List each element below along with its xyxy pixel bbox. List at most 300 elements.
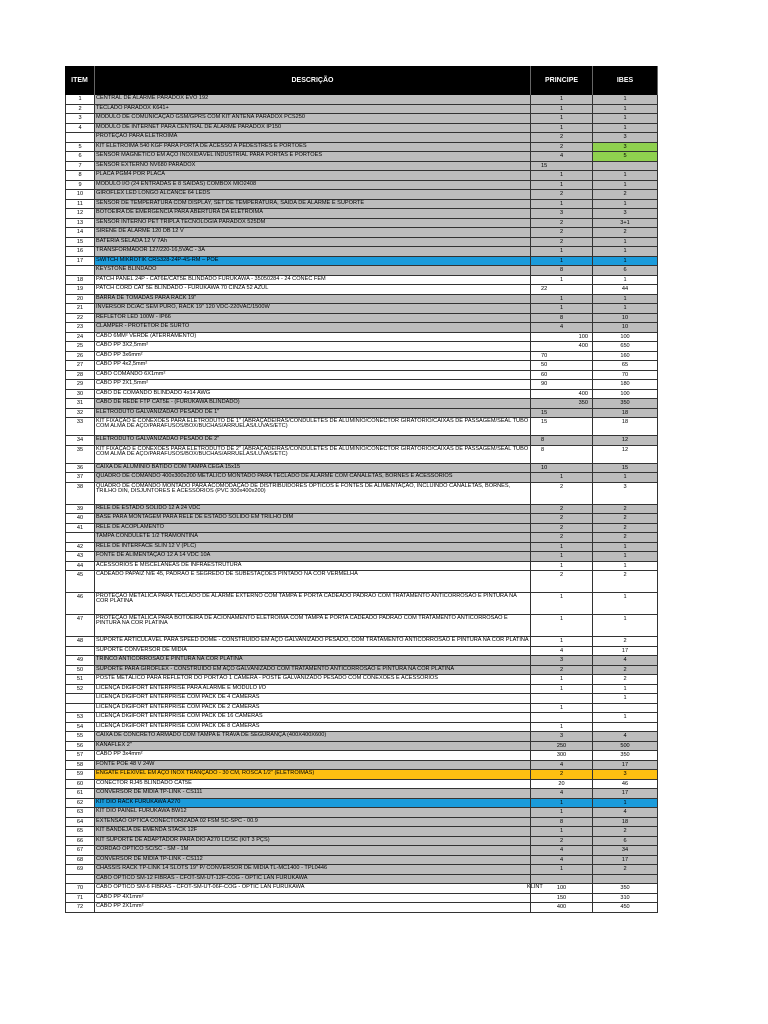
cell-item[interactable]: 48 [65, 637, 95, 646]
cell-item[interactable]: 69 [65, 865, 95, 874]
cell-principe[interactable] [531, 818, 593, 827]
cell-ibes[interactable]: 1 [593, 615, 658, 636]
cell-descricao[interactable]: LICENÇA DIGIFORT ENTERPRISE PARA ALARME E MÓDULO I/O [95, 685, 531, 694]
cell-descricao[interactable]: CABO PP 3x6mm² [95, 352, 531, 361]
cell-ibes[interactable]: 3+1 [593, 219, 658, 228]
cell-principe[interactable] [531, 238, 593, 247]
cell-descricao[interactable]: SUPORTE ARTICULÁVEL PARA SPEED DOME - CONSTRUÍDO EM AÇO GALVANIZADO PESADO, COM TRATAMENTO ANTICORROSÃO E PINTURA NA COR PLATINA [95, 637, 531, 646]
cell-principe[interactable] [531, 143, 593, 152]
cell-principe[interactable] [531, 827, 593, 836]
cell-ibes[interactable]: 15 [593, 464, 658, 473]
cell-ibes[interactable]: 10 [593, 323, 658, 332]
cell-principe[interactable] [531, 209, 593, 218]
cell-item[interactable]: 50 [65, 666, 95, 675]
cell-descricao[interactable]: LICENÇA DIGIFORT ENTERPRISE COM PACK DE 8 CÂMERAS [95, 723, 531, 732]
cell-item[interactable]: 45 [65, 571, 95, 592]
cell-ibes[interactable]: 160 [593, 352, 658, 361]
cell-item[interactable]: 43 [65, 552, 95, 561]
cell-descricao[interactable]: LICENÇA DIGIFORT ENTERPRISE COM PACK DE 4 CÂMERAS [95, 694, 531, 703]
cell-principe[interactable] [531, 228, 593, 237]
cell-principe[interactable] [531, 505, 593, 514]
cell-ibes[interactable]: 1 [593, 593, 658, 614]
cell-ibes[interactable]: 2 [593, 228, 658, 237]
cell-item[interactable] [65, 704, 95, 713]
cell-principe[interactable] [531, 247, 593, 256]
cell-principe[interactable] [531, 323, 593, 332]
cell-item[interactable]: 22 [65, 314, 95, 323]
cell-descricao[interactable]: CABO COMANDO 6X1mm² [95, 371, 531, 380]
cell-item[interactable]: 32 [65, 409, 95, 418]
cell-principe[interactable] [531, 181, 593, 190]
cell-descricao[interactable]: REFLETOR LED 100W - IP66 [95, 314, 531, 323]
cell-ibes[interactable]: 2 [593, 637, 658, 646]
cell-ibes[interactable]: 18 [593, 418, 658, 435]
cell-item[interactable]: 47 [65, 615, 95, 636]
cell-descricao[interactable]: KIT DIO RACK FURUKAWA A270 [95, 799, 531, 808]
cell-principe[interactable] [531, 751, 593, 760]
cell-descricao[interactable]: CONVERSOR DE MIDIA TP-LINK - CS112 [95, 856, 531, 865]
cell-descricao[interactable]: TAMPA CONDULETE 1/2 TRAMONTINA [95, 533, 531, 542]
cell-descricao[interactable]: FONTE POE 48 V 24W [95, 761, 531, 770]
cell-descricao[interactable]: CONECTOR RJ45 BLINDADO CAT5E [95, 780, 531, 789]
cell-ibes[interactable]: 650 [593, 342, 658, 351]
cell-principe[interactable] [531, 571, 593, 592]
cell-item[interactable] [65, 875, 95, 884]
cell-descricao[interactable]: SUPORTE CONVERSOR DE MIDIA [95, 647, 531, 656]
cell-descricao[interactable]: CABO DE COMANDO BLINDADO 4x14 AWG [95, 390, 531, 399]
cell-principe[interactable] [531, 124, 593, 133]
cell-descricao[interactable]: KIT BANDEJA DE EMENDA STACK 12F [95, 827, 531, 836]
cell-ibes[interactable] [593, 723, 658, 732]
cell-descricao[interactable]: SENSOR MAGNÉTICO EM AÇO INOXIDÁVEL INDUSTRIAL PARA PORTAS E PORTÕES [95, 152, 531, 161]
cell-ibes[interactable]: 1 [593, 257, 658, 266]
cell-item[interactable]: 49 [65, 656, 95, 665]
cell-descricao[interactable]: KIT ELETROIMÃ 540 KGF PARA PORTA DE ACESSO A PEDESTRES E PORTÕES [95, 143, 531, 152]
cell-descricao[interactable]: CAIXA DE CONCRETO ARMADO COM TAMPA E TRAVA DE SEGURANÇA (400X400X600) [95, 732, 531, 741]
cell-ibes[interactable]: 12 [593, 436, 658, 445]
cell-ibes[interactable]: 1 [593, 181, 658, 190]
cell-principe[interactable] [531, 473, 593, 482]
cell-principe[interactable] [531, 190, 593, 199]
cell-principe[interactable] [531, 533, 593, 542]
cell-descricao[interactable]: PLACA PGM4 POR PLACA [95, 171, 531, 180]
cell-ibes[interactable]: 2 [593, 675, 658, 684]
cell-principe[interactable] [531, 615, 593, 636]
cell-ibes[interactable]: 4 [593, 808, 658, 817]
header-principe[interactable]: PRINCIPE [531, 66, 593, 95]
cell-item[interactable]: 2 [65, 105, 95, 114]
cell-principe[interactable] [531, 875, 593, 884]
cell-principe[interactable] [531, 856, 593, 865]
cell-ibes[interactable]: 3 [593, 770, 658, 779]
cell-ibes[interactable]: 4 [593, 656, 658, 665]
cell-item[interactable]: 65 [65, 827, 95, 836]
cell-descricao[interactable]: PROTEÇÃO METÁLICA PARA TECLADO DE ALARME EXTERNO COM TAMPA E PORTA CADEADO PADRÃO COM TRATAMENTO ANTICORROSÃO E PINTURA NA COR PLATINA [95, 593, 531, 614]
cell-ibes[interactable]: 3 [593, 133, 658, 142]
cell-principe[interactable] [531, 514, 593, 523]
cell-principe[interactable] [531, 656, 593, 665]
cell-item[interactable]: 39 [65, 505, 95, 514]
cell-descricao[interactable]: INVERSOR DC/AC SEM PURO, RACK 19" 120 VDC-220VAC/1500W [95, 304, 531, 313]
cell-principe[interactable] [531, 333, 593, 342]
cell-item[interactable] [65, 694, 95, 703]
cell-principe[interactable] [531, 371, 593, 380]
cell-item[interactable]: 63 [65, 808, 95, 817]
cell-ibes[interactable]: 1 [593, 473, 658, 482]
cell-descricao[interactable]: CABO PP 4x2,5mm² [95, 361, 531, 370]
cell-ibes[interactable] [593, 162, 658, 171]
cell-ibes[interactable]: 6 [593, 837, 658, 846]
cell-item[interactable]: 30 [65, 390, 95, 399]
cell-principe[interactable] [531, 675, 593, 684]
cell-item[interactable]: 19 [65, 285, 95, 294]
cell-ibes[interactable]: 65 [593, 361, 658, 370]
cell-ibes[interactable]: 18 [593, 818, 658, 827]
cell-item[interactable]: 60 [65, 780, 95, 789]
cell-ibes[interactable] [593, 704, 658, 713]
cell-principe[interactable] [531, 780, 593, 789]
cell-ibes[interactable]: 1 [593, 304, 658, 313]
cell-principe[interactable] [531, 552, 593, 561]
cell-ibes[interactable]: 100 [593, 390, 658, 399]
cell-descricao[interactable]: POSTE METÁLICO PARA REFLETOR DO PORTÃO 1 CÂMERA - POSTE GALVANIZADO PESADO COM CONEXÕES E ACESSÓRIOS [95, 675, 531, 684]
cell-descricao[interactable]: CABO PP 3X2,5mm² [95, 342, 531, 351]
cell-item[interactable]: 33 [65, 418, 95, 435]
cell-ibes[interactable]: 1 [593, 295, 658, 304]
cell-descricao[interactable]: CABO PP 4X1mm² [95, 894, 531, 903]
cell-item[interactable]: 64 [65, 818, 95, 827]
header-descricao[interactable]: DESCRIÇÃO [95, 66, 531, 95]
cell-descricao[interactable]: CORDÃO ÓPTICO SC/SC - SM - 1M [95, 846, 531, 855]
cell-ibes[interactable]: 44 [593, 285, 658, 294]
cell-descricao[interactable]: ENGATE FLEXIVEL EM AÇO INOX TRANÇADO - 30 CM, ROSCA 1/2" (ELETROIMÃS) [95, 770, 531, 779]
cell-item[interactable]: 66 [65, 837, 95, 846]
cell-principe[interactable] [531, 276, 593, 285]
cell-principe[interactable] [531, 257, 593, 266]
cell-descricao[interactable]: QUADRO DE COMANDO MONTADO PARA ACOMODAÇÃO DE DISTRIBUIDORES ÓPTICOS E FONTES DE ALIMENTAÇÃO, INCLUINDO CANALETAS, BORNES, TRILHO DIN, DISJUNTORES E ACESSÓRIOS (PVC 300x400x200) [95, 483, 531, 504]
cell-descricao[interactable]: RELÉ DE ESTADO SÓLIDO 12 A 24 VDC [95, 505, 531, 514]
cell-descricao[interactable]: KIT FIXAÇÃO E CONEXÕES PARA ELETRODUTO DE 1" (ABRAÇADEIRAS/CONDULETES DE ALUMINIO/CONECTOR GIRATÓRIO/CAIXAS DE PASSAGEM/SEAL TUBO COM ALMA DE AÇO/PARAFUSOS/BOX/BUCHAS/ARRUELAS/LUVAS/ETC) [95, 418, 531, 435]
cell-descricao[interactable]: PATCH PANEL 24P - CAT6E/CAT5E BLINDADO FURUKAWA - 35050284 - 24 CONEC FEM [95, 276, 531, 285]
cell-item[interactable]: 25 [65, 342, 95, 351]
cell-descricao[interactable]: GIROFLEX LED LONGO ALCANCE 64 LEDS [95, 190, 531, 199]
cell-principe[interactable] [531, 314, 593, 323]
cell-ibes[interactable]: 2 [593, 505, 658, 514]
cell-item[interactable]: 58 [65, 761, 95, 770]
cell-item[interactable]: 37 [65, 473, 95, 482]
cell-item[interactable]: 21 [65, 304, 95, 313]
cell-item[interactable]: 24 [65, 333, 95, 342]
header-ibes[interactable]: IBES [593, 66, 658, 95]
cell-item[interactable]: 5 [65, 143, 95, 152]
cell-ibes[interactable]: 1 [593, 114, 658, 123]
cell-item[interactable]: 56 [65, 742, 95, 751]
cell-ibes[interactable]: 2 [593, 524, 658, 533]
cell-item[interactable]: 40 [65, 514, 95, 523]
cell-descricao[interactable]: LICENÇA DIGIFORT ENTERPRISE COM PACK DE 16 CÂMERAS [95, 713, 531, 722]
cell-ibes[interactable]: 2 [593, 666, 658, 675]
cell-principe[interactable] [531, 418, 593, 435]
cell-principe[interactable] [531, 162, 593, 171]
cell-item[interactable]: 55 [65, 732, 95, 741]
cell-ibes[interactable]: 5 [593, 152, 658, 161]
cell-descricao[interactable]: CADEADO PAPAIZ N/E 45, PADRÃO E SEGREDO DE SUBESTAÇÕES PINTADO NA COR VERMELHA [95, 571, 531, 592]
cell-ibes[interactable]: 350 [593, 399, 658, 408]
cell-descricao[interactable]: TECLADO PARADOX K641+ [95, 105, 531, 114]
cell-descricao[interactable]: RELÉ DE ACOPLAMENTO [95, 524, 531, 533]
cell-principe[interactable] [531, 742, 593, 751]
cell-ibes[interactable]: 1 [593, 171, 658, 180]
cell-principe[interactable] [531, 761, 593, 770]
cell-principe[interactable] [531, 200, 593, 209]
cell-ibes[interactable]: 1 [593, 95, 658, 104]
cell-item[interactable]: 38 [65, 483, 95, 504]
cell-principe[interactable] [531, 285, 593, 294]
cell-ibes[interactable]: 10 [593, 314, 658, 323]
cell-descricao[interactable]: CABO ÓPTICO SM-6 FIBRAS - CFOT-SM-UT-06F-COG - OPTIC LAN FURUKAWA [95, 884, 531, 893]
cell-principe[interactable] [531, 865, 593, 874]
cell-descricao[interactable]: SENSOR INTERNO PET TRIPLA TECNOLOGIA PARADOX 525DM [95, 219, 531, 228]
cell-principe[interactable] [531, 837, 593, 846]
cell-item[interactable]: 26 [65, 352, 95, 361]
cell-ibes[interactable]: 4 [593, 732, 658, 741]
cell-ibes[interactable]: 180 [593, 380, 658, 389]
cell-item[interactable]: 67 [65, 846, 95, 855]
cell-principe[interactable] [531, 483, 593, 504]
cell-ibes[interactable]: 450 [593, 903, 658, 912]
cell-item[interactable]: 35 [65, 446, 95, 463]
cell-ibes[interactable]: 1 [593, 694, 658, 703]
cell-principe[interactable] [531, 704, 593, 713]
cell-item[interactable]: 71 [65, 894, 95, 903]
cell-descricao[interactable]: EXTENSÃO ÓPTICA CONECTORIZADA 02 FSM SC-SPC - 00.9 [95, 818, 531, 827]
cell-descricao[interactable]: CLAMPER - PROTETOR DE SURTO [95, 323, 531, 332]
cell-descricao[interactable]: MODULO DE COMUNICAÇÃO GSM/GPRS COM KIT ANTENA PARADOX PCS250 [95, 114, 531, 123]
cell-descricao[interactable]: KIT FIXAÇÃO E CONEXÕES PARA ELETRODUTO DE 2" (ABRAÇADEIRAS/CONDULETES DE ALUMINIO/CONECTOR GIRATÓRIO/CAIXAS DE PASSAGEM/SEAL TUBO COM ALMA DE AÇO/PARAFUSOS/BOX/BUCHAS/ARRUELAS/LUVAS/ETC) [95, 446, 531, 463]
cell-item[interactable] [65, 133, 95, 142]
cell-descricao[interactable]: KEYSTONE BLINDADO [95, 266, 531, 275]
cell-principe[interactable] [531, 266, 593, 275]
cell-principe[interactable] [531, 352, 593, 361]
cell-descricao[interactable]: SIRENE DE ALARME 120 DB 12 V [95, 228, 531, 237]
cell-ibes[interactable]: 34 [593, 846, 658, 855]
cell-principe[interactable] [531, 171, 593, 180]
cell-descricao[interactable]: CABO PP 3x4mm² [95, 751, 531, 760]
cell-descricao[interactable]: LICENÇA DIGIFORT ENTERPRISE COM PACK DE 2 CÂMERAS [95, 704, 531, 713]
cell-descricao[interactable]: CAIXA DE ALUMÍNIO BATIDO COM TAMPA CEGA 15x15 [95, 464, 531, 473]
cell-descricao[interactable]: CHASSIS RACK TP-LINK 14 SLOTS 19" P/ CONVERSOR DE MIDIA TL-MC1400 - TPL0446 [95, 865, 531, 874]
cell-descricao[interactable]: KIT DIO PAINEL FURUKAWA BW12 [95, 808, 531, 817]
cell-item[interactable]: 17 [65, 257, 95, 266]
cell-principe[interactable] [531, 846, 593, 855]
cell-descricao[interactable]: BATERIA SELADA 12 V 7Ah [95, 238, 531, 247]
cell-principe[interactable] [531, 95, 593, 104]
cell-principe[interactable] [531, 219, 593, 228]
cell-ibes[interactable]: 2 [593, 533, 658, 542]
cell-principe[interactable] [531, 884, 593, 893]
cell-descricao[interactable]: SENSOR DE TEMPERATURA COM DISPLAY, SET DE TEMPERATURA, SAÍDA DE ALARME E SUPORTE [95, 200, 531, 209]
cell-ibes[interactable]: 1 [593, 200, 658, 209]
cell-descricao[interactable]: CABO 6MM² VERDE (ATERRAMENTO) [95, 333, 531, 342]
cell-principe[interactable] [531, 390, 593, 399]
cell-descricao[interactable]: TRINCO ANTICORROSÃO E PINTURA NA COR PLATINA [95, 656, 531, 665]
cell-ibes[interactable]: 1 [593, 799, 658, 808]
cell-item[interactable]: 57 [65, 751, 95, 760]
cell-principe[interactable] [531, 723, 593, 732]
cell-item[interactable]: 59 [65, 770, 95, 779]
cell-item[interactable]: 11 [65, 200, 95, 209]
cell-item[interactable]: 31 [65, 399, 95, 408]
cell-descricao[interactable]: ELETRODUTO GALVANIZADAO PESADO DE 1" [95, 409, 531, 418]
cell-principe[interactable] [531, 524, 593, 533]
cell-principe[interactable] [531, 647, 593, 656]
cell-ibes[interactable] [593, 875, 658, 884]
cell-item[interactable]: 10 [65, 190, 95, 199]
cell-principe[interactable] [531, 152, 593, 161]
cell-descricao[interactable]: CABO DE REDE FTP CAT5E - (FURUKAWA BLINDADO) [95, 399, 531, 408]
cell-principe[interactable] [531, 114, 593, 123]
cell-principe[interactable] [531, 799, 593, 808]
cell-ibes[interactable]: 1 [593, 713, 658, 722]
cell-principe[interactable] [531, 105, 593, 114]
cell-principe[interactable] [531, 808, 593, 817]
cell-item[interactable]: 70 [65, 884, 95, 893]
cell-ibes[interactable]: 18 [593, 409, 658, 418]
cell-ibes[interactable]: 6 [593, 266, 658, 275]
cell-ibes[interactable]: 3 [593, 143, 658, 152]
cell-ibes[interactable]: 1 [593, 124, 658, 133]
cell-descricao[interactable]: PROTEÇÃO PARA ELETROIMÃ [95, 133, 531, 142]
cell-ibes[interactable]: 3 [593, 209, 658, 218]
cell-descricao[interactable]: SUPORTE PARA GIROFLEX - CONSTRUÍDO EM AÇO GALVANIZADO COM TRATAMENTO ANTICORROSÃO E PINTURA NA COR PLATINA [95, 666, 531, 675]
cell-principe[interactable] [531, 713, 593, 722]
cell-ibes[interactable]: 100 [593, 333, 658, 342]
cell-descricao[interactable]: CENTRAL DE ALARME PARADOX EVO 192 [95, 95, 531, 104]
cell-item[interactable]: 42 [65, 543, 95, 552]
cell-item[interactable]: 29 [65, 380, 95, 389]
cell-item[interactable]: 8 [65, 171, 95, 180]
cell-ibes[interactable]: 1 [593, 552, 658, 561]
cell-item[interactable]: 9 [65, 181, 95, 190]
cell-item[interactable]: 54 [65, 723, 95, 732]
cell-ibes[interactable]: 17 [593, 647, 658, 656]
cell-principe[interactable] [531, 685, 593, 694]
cell-principe[interactable] [531, 732, 593, 741]
cell-item[interactable]: 41 [65, 524, 95, 533]
cell-principe[interactable] [531, 399, 593, 408]
cell-ibes[interactable]: 17 [593, 761, 658, 770]
cell-ibes[interactable]: 500 [593, 742, 658, 751]
cell-descricao[interactable]: BOTOEIRA DE EMERGÊNCIA PARA ABERTURA DA ELETROIMÃ [95, 209, 531, 218]
cell-descricao[interactable]: RELÉ DE INTERFACE SLIN 12 V (PLC) [95, 543, 531, 552]
cell-descricao[interactable]: SWITCH MIKROTIK CRS328-24P-4S-RM – POE [95, 257, 531, 266]
cell-descricao[interactable]: ACESSÓRIOS E MISCELÂNEAS DE INFRAESTRUTURA [95, 562, 531, 571]
cell-ibes[interactable]: 2 [593, 827, 658, 836]
cell-ibes[interactable]: 350 [593, 751, 658, 760]
cell-principe[interactable] [531, 342, 593, 351]
cell-descricao[interactable]: KANAFLEX 2" [95, 742, 531, 751]
cell-item[interactable]: 13 [65, 219, 95, 228]
cell-item[interactable]: 18 [65, 276, 95, 285]
cell-item[interactable]: 52 [65, 685, 95, 694]
cell-ibes[interactable]: 17 [593, 789, 658, 798]
cell-ibes[interactable]: 2 [593, 514, 658, 523]
cell-ibes[interactable]: 12 [593, 446, 658, 463]
cell-ibes[interactable]: 1 [593, 238, 658, 247]
cell-ibes[interactable]: 1 [593, 276, 658, 285]
cell-item[interactable]: 15 [65, 238, 95, 247]
cell-principe[interactable] [531, 637, 593, 646]
cell-descricao[interactable]: ELETRODUTO GALVANIZADAO PESADO DE 2" [95, 436, 531, 445]
cell-principe[interactable] [531, 295, 593, 304]
cell-principe[interactable] [531, 543, 593, 552]
cell-item[interactable]: 12 [65, 209, 95, 218]
cell-principe[interactable] [531, 436, 593, 445]
cell-ibes[interactable]: 1 [593, 685, 658, 694]
cell-item[interactable]: 1 [65, 95, 95, 104]
cell-ibes[interactable]: 17 [593, 856, 658, 865]
cell-ibes[interactable]: 1 [593, 105, 658, 114]
cell-principe[interactable] [531, 770, 593, 779]
cell-item[interactable]: 6 [65, 152, 95, 161]
cell-ibes[interactable]: 310 [593, 894, 658, 903]
cell-item[interactable]: 36 [65, 464, 95, 473]
cell-ibes[interactable]: 2 [593, 865, 658, 874]
cell-item[interactable]: 23 [65, 323, 95, 332]
cell-principe[interactable] [531, 694, 593, 703]
cell-ibes[interactable]: 1 [593, 562, 658, 571]
cell-ibes[interactable]: 1 [593, 247, 658, 256]
cell-item[interactable]: 44 [65, 562, 95, 571]
cell-item[interactable] [65, 266, 95, 275]
cell-principe[interactable] [531, 380, 593, 389]
cell-item[interactable]: 72 [65, 903, 95, 912]
cell-descricao[interactable]: PATCH CORD CAT 5E BLINDADO - FURUKAWA 70 CINZA 52 AZUL [95, 285, 531, 294]
cell-item[interactable]: 34 [65, 436, 95, 445]
cell-descricao[interactable]: QUADRO DE COMANDO 400x300x200 METÁLICO MONTADO PARA TECLADO DE ALARME COM CANALETAS, BORNES E ACESSÓRIOS [95, 473, 531, 482]
cell-item[interactable]: 28 [65, 371, 95, 380]
cell-descricao[interactable]: MODULO DE INTERNET PARA CENTRAL DE ALARME PARADOX IP150 [95, 124, 531, 133]
cell-descricao[interactable]: TRANSFORMADOR 127/220-16,5VAC - 3A [95, 247, 531, 256]
cell-principe[interactable] [531, 409, 593, 418]
cell-ibes[interactable]: 2 [593, 190, 658, 199]
cell-ibes[interactable]: 70 [593, 371, 658, 380]
cell-item[interactable]: 61 [65, 789, 95, 798]
cell-ibes[interactable]: 3 [593, 483, 658, 504]
cell-item[interactable]: 4 [65, 124, 95, 133]
cell-item[interactable] [65, 647, 95, 656]
cell-ibes[interactable]: 1 [593, 543, 658, 552]
header-item[interactable]: ITEM [65, 66, 95, 95]
cell-item[interactable]: 62 [65, 799, 95, 808]
cell-principe[interactable] [531, 133, 593, 142]
cell-principe[interactable] [531, 361, 593, 370]
cell-principe[interactable] [531, 593, 593, 614]
cell-principe[interactable] [531, 446, 593, 463]
cell-ibes[interactable]: 2 [593, 571, 658, 592]
cell-descricao[interactable]: SENSOR EXTERNO NV680 PARADOX [95, 162, 531, 171]
cell-principe[interactable] [531, 894, 593, 903]
cell-descricao[interactable]: KIT SUPORTE DE ADAPTADOR PARA DIO A270 LC/SC (KIT 3 PÇS) [95, 837, 531, 846]
cell-principe[interactable] [531, 464, 593, 473]
cell-item[interactable]: 3 [65, 114, 95, 123]
cell-principe[interactable] [531, 789, 593, 798]
cell-ibes[interactable]: 46 [593, 780, 658, 789]
cell-descricao[interactable]: BASE PARA MONTAGEM PARA RELÉ DE ESTADO SÓLIDO EM TRILHO DIM [95, 514, 531, 523]
cell-item[interactable]: 46 [65, 593, 95, 614]
cell-item[interactable]: 27 [65, 361, 95, 370]
cell-descricao[interactable]: CABO ÓPTICO SM-12 FIBRAS - CFOT-SM-UT-12F-COG - OPTIC LAN FURUKAWA [95, 875, 531, 884]
